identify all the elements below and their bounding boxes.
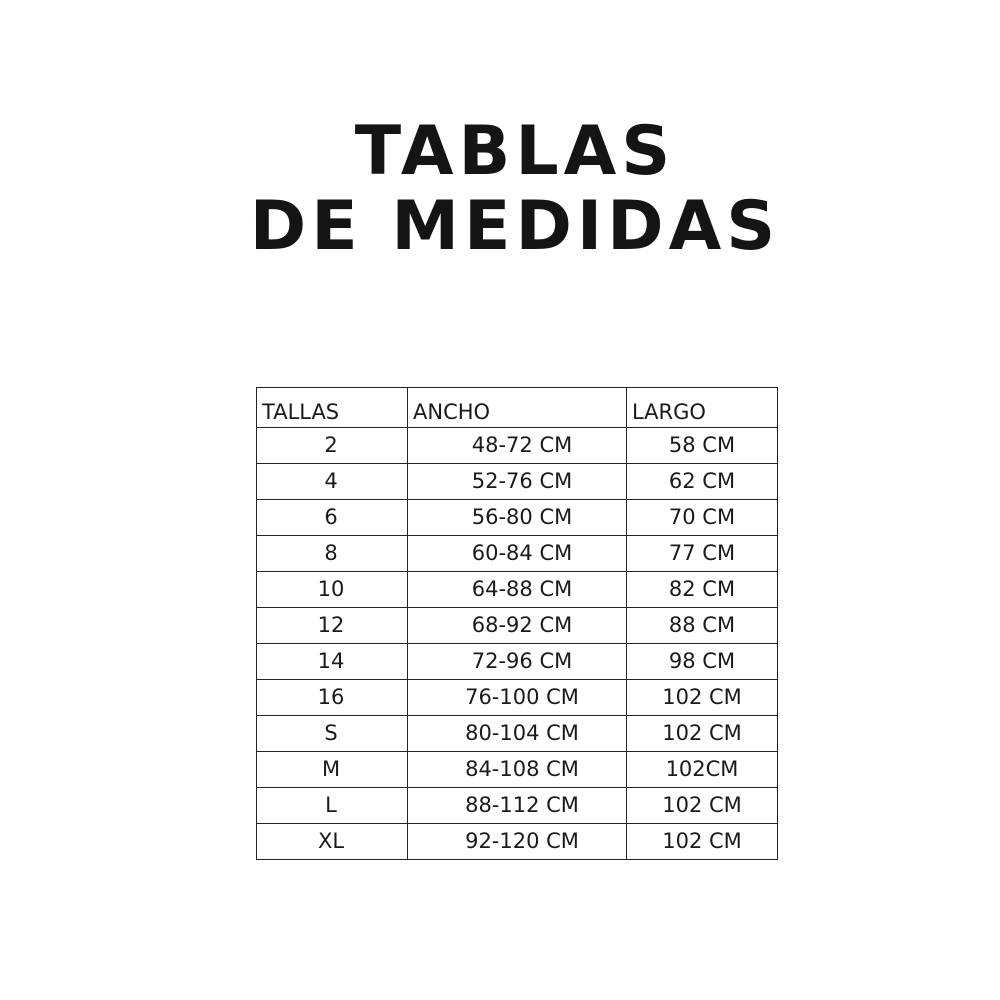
cell-ancho: 64-88 CM [408, 572, 627, 608]
table-row [257, 752, 778, 788]
table-row [257, 500, 778, 536]
size-table-header [257, 388, 778, 428]
cell-ancho: 52-76 CM [408, 464, 627, 500]
cell-largo: 98 CM [627, 644, 778, 680]
cell-ancho: 56-80 CM [408, 500, 627, 536]
cell-largo: 77 CM [627, 536, 778, 572]
table-row [257, 788, 778, 824]
table-row [257, 428, 778, 464]
header-tallas: TALLAS [257, 388, 408, 428]
cell-ancho: 60-84 CM [408, 536, 627, 572]
cell-talla: S [257, 716, 408, 752]
cell-largo: 102 CM [627, 824, 778, 860]
table-row [257, 644, 778, 680]
size-table-body [257, 428, 778, 860]
table-row [257, 716, 778, 752]
cell-talla: 14 [257, 644, 408, 680]
page-title-line-1: TABLAS [354, 112, 676, 191]
cell-talla: 8 [257, 536, 408, 572]
cell-talla: 12 [257, 608, 408, 644]
cell-talla: L [257, 788, 408, 824]
cell-largo: 102CM [627, 752, 778, 788]
cell-largo: 62 CM [627, 464, 778, 500]
cell-talla: XL [257, 824, 408, 860]
cell-largo: 102 CM [627, 680, 778, 716]
cell-largo: 58 CM [627, 428, 778, 464]
cell-ancho: 72-96 CM [408, 644, 627, 680]
table-row [257, 680, 778, 716]
header-largo: LARGO [627, 388, 778, 428]
header-row [257, 388, 778, 428]
table-row [257, 536, 778, 572]
cell-ancho: 76-100 CM [408, 680, 627, 716]
cell-ancho: 48-72 CM [408, 428, 627, 464]
header-ancho: ANCHO [408, 388, 627, 428]
cell-ancho: 68-92 CM [408, 608, 627, 644]
cell-ancho: 92-120 CM [408, 824, 627, 860]
size-table [256, 387, 778, 860]
cell-largo: 70 CM [627, 500, 778, 536]
cell-talla: 10 [257, 572, 408, 608]
cell-ancho: 84-108 CM [408, 752, 627, 788]
cell-ancho: 88-112 CM [408, 788, 627, 824]
cell-largo: 102 CM [627, 788, 778, 824]
table-row [257, 608, 778, 644]
table-row [257, 464, 778, 500]
cell-largo: 102 CM [627, 716, 778, 752]
cell-talla: 16 [257, 680, 408, 716]
cell-talla: M [257, 752, 408, 788]
page-title-line-2: DE MEDIDAS [249, 187, 781, 266]
cell-talla: 4 [257, 464, 408, 500]
cell-talla: 2 [257, 428, 408, 464]
cell-largo: 82 CM [627, 572, 778, 608]
table-row [257, 824, 778, 860]
table-row [257, 572, 778, 608]
cell-ancho: 80-104 CM [408, 716, 627, 752]
cell-talla: 6 [257, 500, 408, 536]
cell-largo: 88 CM [627, 608, 778, 644]
